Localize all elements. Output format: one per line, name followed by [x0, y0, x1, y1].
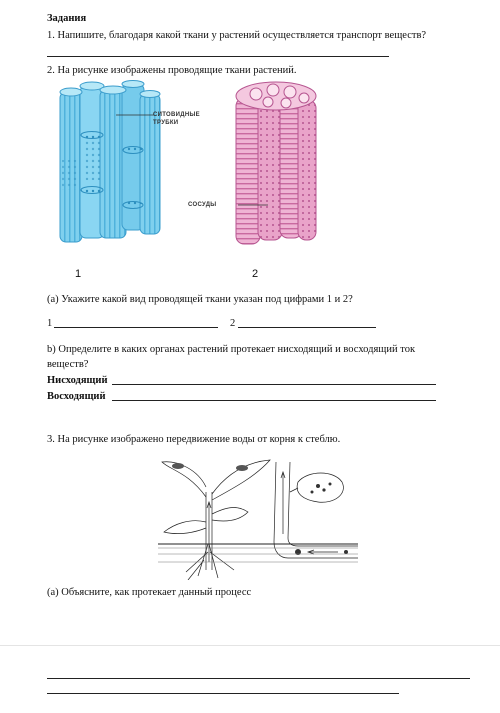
- task3-part-a: (а) Объясните, как протекает данный процесс: [47, 587, 252, 598]
- sieve-tubes-label-line1: СИТОВИДНЫЕ: [153, 112, 200, 118]
- task3-answer-line-1[interactable]: [47, 678, 470, 679]
- descending-label: Нисходящий: [47, 375, 108, 386]
- sieve-tubes-label-line2: ТРУБКИ: [153, 120, 179, 126]
- answer2-line[interactable]: [238, 327, 376, 328]
- xylem-illustration: [228, 78, 324, 250]
- task2-intro: 2. На рисунке изображены проводящие ткани растений.: [47, 65, 297, 76]
- task1-question: 1. Напишите, благодаря какой ткани у растений осуществляется транспорт веществ?: [47, 30, 427, 41]
- task2-part-b-line2: веществ?: [47, 359, 89, 370]
- figure-number-2: 2: [252, 268, 259, 280]
- answer1-line[interactable]: [54, 327, 218, 328]
- ascending-answer-line[interactable]: [112, 400, 436, 401]
- task1-answer-line[interactable]: [47, 56, 389, 57]
- task3-intro: 3. На рисунке изображено передвижение воды от корня к стеблю.: [47, 434, 341, 445]
- task2-part-a: (а) Укажите какой вид проводящей ткани указан под цифрами 1 и 2?: [47, 294, 353, 305]
- water-transport-illustration: [158, 452, 358, 580]
- figure-number-1: 1: [75, 268, 82, 280]
- task2-part-b-line1: b) Определите в каких органах растений протекает нисходящий и восходящий ток: [47, 344, 416, 355]
- page-divider: [0, 645, 500, 646]
- ascending-label: Восходящий: [47, 391, 106, 402]
- phloem-illustration: [54, 80, 174, 250]
- answer1-prefix: 1: [47, 318, 53, 329]
- task3-answer-line-2[interactable]: [47, 693, 399, 694]
- page-title: Задания: [47, 13, 87, 24]
- vessels-label: СОСУДЫ: [188, 202, 217, 208]
- answer2-prefix: 2: [230, 318, 236, 329]
- descending-answer-line[interactable]: [112, 384, 436, 385]
